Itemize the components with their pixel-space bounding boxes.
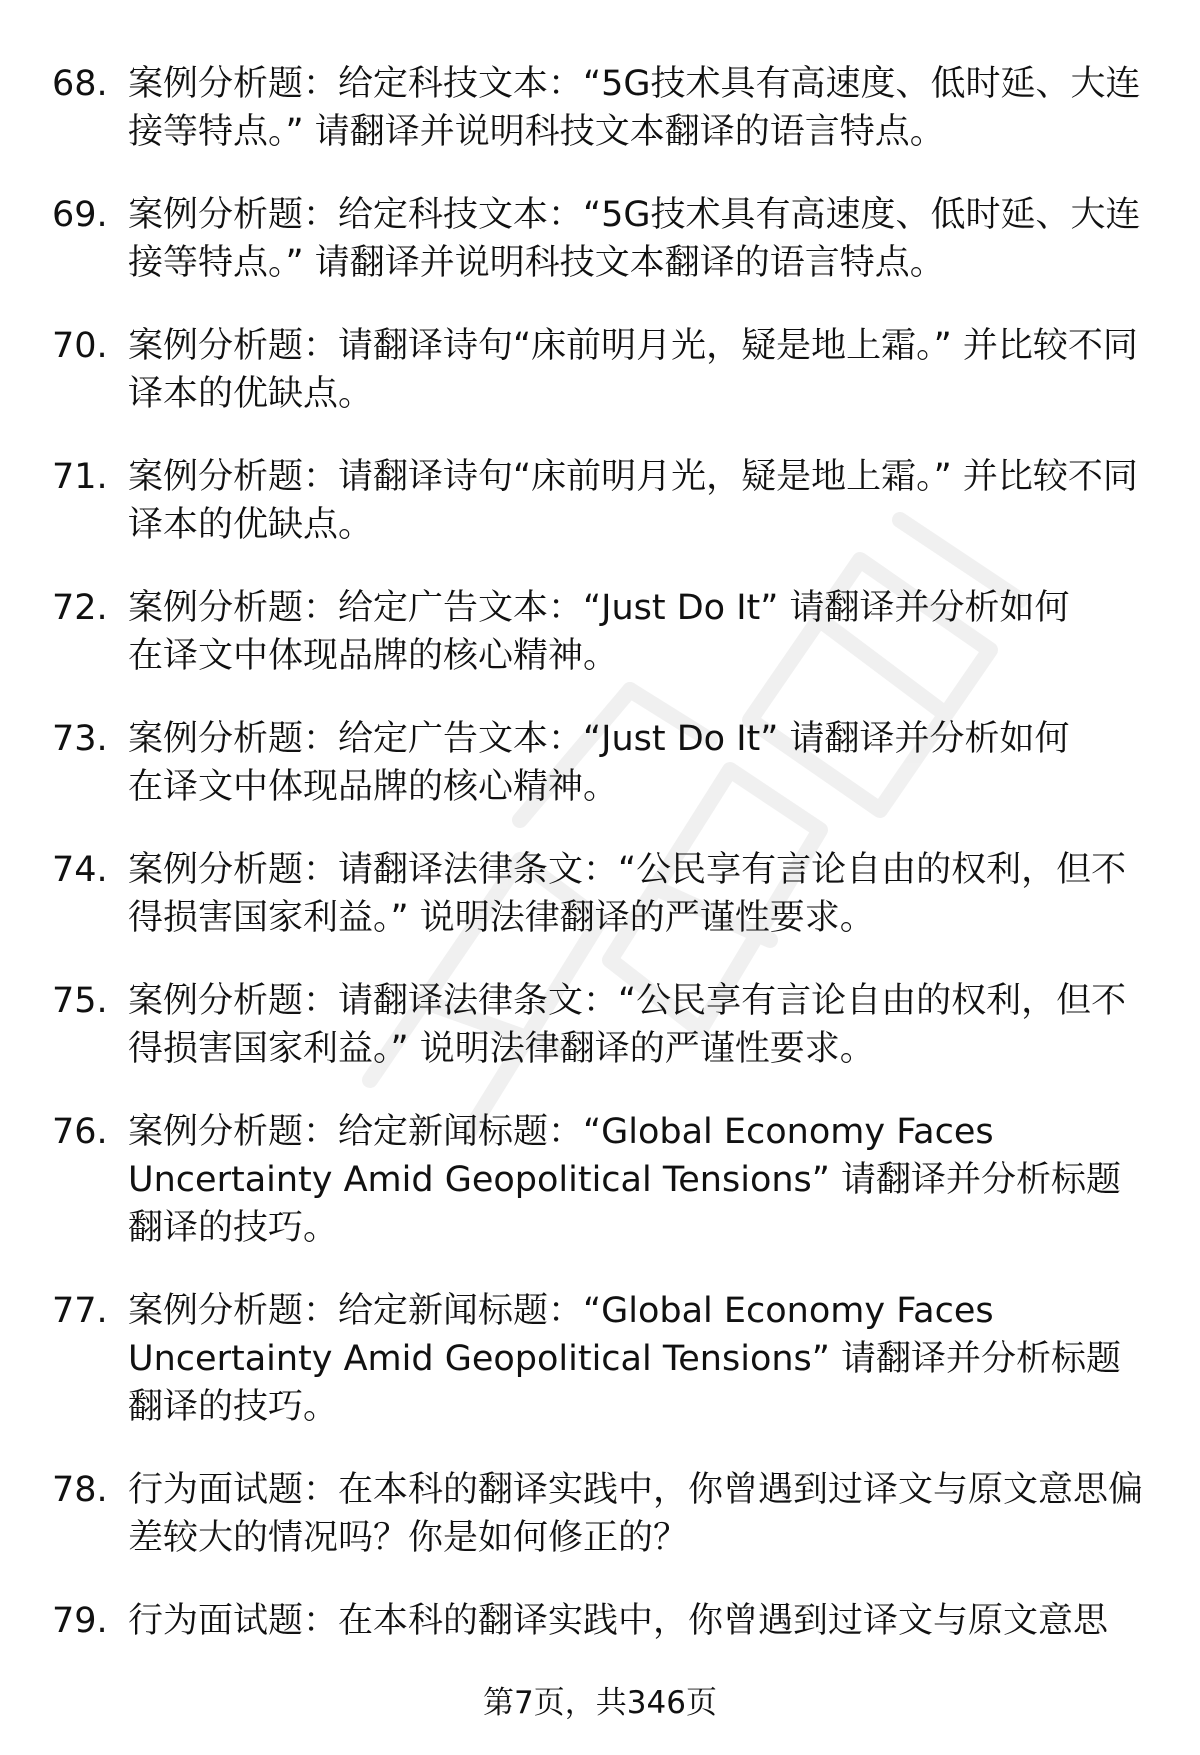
question-number: 70. — [52, 326, 108, 366]
question-text: 案例分析题：给定科技文本：“5G技术具有高速度、低时延、大连接等特点。” 请翻译并说明科技文本翻译的语言特点。 — [128, 64, 1141, 152]
question-number: 72. — [52, 588, 108, 628]
page-footer: 第7页，共346页 — [483, 1685, 717, 1721]
question-text: 案例分析题：请翻译诗句“床前明月光，疑是地上霜。” 并比较不同译本的优缺点。 — [128, 326, 1138, 414]
question-text: 案例分析题：给定新闻标题：“Global Economy Faces Uncertainty Amid Geopolitical Tensions” 请翻译并分析标题 翻译的技巧。 — [128, 1291, 1122, 1427]
question-text: 行为面试题：在本科的翻译实践中，你曾遇到过译文与原文意思 — [128, 1601, 1109, 1641]
question-item — [52, 453, 1152, 549]
question-item — [52, 1466, 1152, 1562]
question-number: 73. — [52, 719, 108, 759]
question-text: 案例分析题：请翻译法律条文：“公民享有言论自由的权利，但不得损害国家利益。” 说明法律翻译的严谨性要求。 — [128, 850, 1127, 938]
question-text: 案例分析题：给定广告文本：“Just Do It” 请翻译并分析如何 在译文中体现品牌的核心精神。 — [128, 588, 1070, 676]
question-item — [52, 977, 1152, 1073]
question-number: 71. — [52, 457, 108, 497]
question-text: 案例分析题：请翻译法律条文：“公民享有言论自由的权利，但不得损害国家利益。” 说明法律翻译的严谨性要求。 — [128, 981, 1127, 1069]
question-item — [52, 715, 1152, 811]
question-text: 案例分析题：请翻译诗句“床前明月光，疑是地上霜。” 并比较不同译本的优缺点。 — [128, 457, 1138, 545]
question-number: 77. — [52, 1291, 108, 1331]
question-item — [52, 1597, 1152, 1645]
question-item — [52, 322, 1152, 418]
question-number: 78. — [52, 1470, 108, 1510]
question-text: 案例分析题：给定新闻标题：“Global Economy Faces Uncertainty Amid Geopolitical Tensions” 请翻译并分析标题 翻译的技巧。 — [128, 1112, 1122, 1248]
question-number: 69. — [52, 195, 108, 235]
question-item — [52, 1108, 1152, 1252]
question-item — [52, 584, 1152, 680]
question-text: 行为面试题：在本科的翻译实践中，你曾遇到过译文与原文意思偏差较大的情况吗？你是如何修正的？ — [128, 1470, 1144, 1558]
question-item — [52, 846, 1152, 942]
question-item — [52, 191, 1152, 287]
question-list — [52, 60, 1152, 1680]
question-number: 74. — [52, 850, 108, 890]
question-number: 76. — [52, 1112, 108, 1152]
question-number: 79. — [52, 1601, 108, 1641]
question-number: 68. — [52, 64, 108, 104]
question-text: 案例分析题：给定广告文本：“Just Do It” 请翻译并分析如何 在译文中体现品牌的核心精神。 — [128, 719, 1070, 807]
question-item — [52, 1287, 1152, 1431]
question-number: 75. — [52, 981, 108, 1021]
question-item — [52, 60, 1152, 156]
question-text: 案例分析题：给定科技文本：“5G技术具有高速度、低时延、大连接等特点。” 请翻译并说明科技文本翻译的语言特点。 — [128, 195, 1141, 283]
